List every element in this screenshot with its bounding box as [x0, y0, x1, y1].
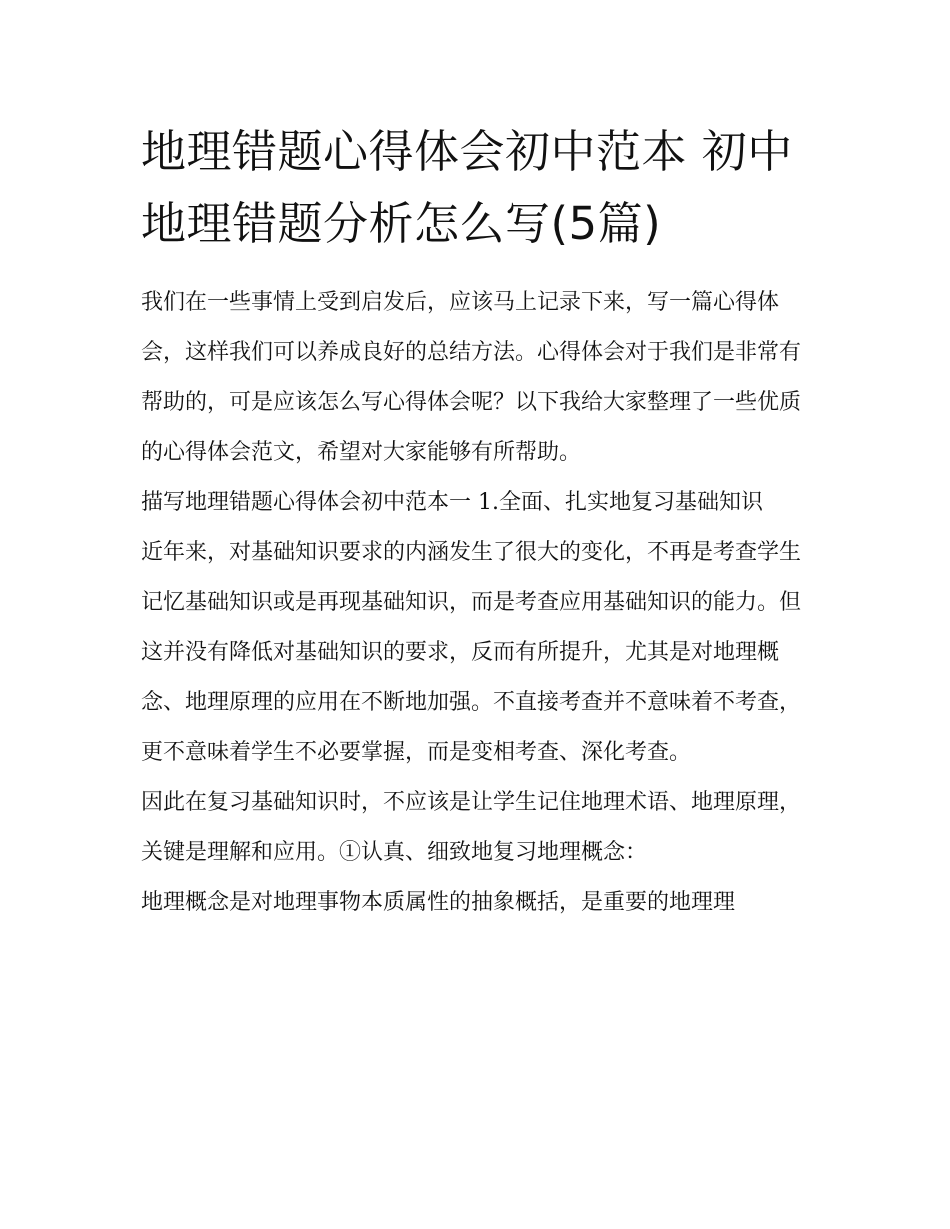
body-paragraph: 近年来，对基础知识要求的内涵发生了很大的变化，不再是考查学生记忆基础知识或是再现基础知识，而是考查应用基础知识的能力。但这并没有降低对基础知识的要求，反而有所提升，尤其是对地理概念、地理原理的应用在不断地加强。不直接考查并不意味着不考查，更不意味着学生不必要掌握，而是变相考查、深化考查。: [141, 540, 802, 765]
document-title: 地理错题心得体会初中范本 初中地理错题分析怎么写(5篇): [141, 125, 793, 250]
document-body: [141, 278, 813, 928]
body-paragraph: 因此在复习基础知识时，不应该是让学生记住地理术语、地理原理，关键是理解和应用。①认真、细致地复习地理概念：: [141, 790, 802, 865]
section-heading: 描写地理错题心得体会初中范本一 1.全面、扎实地复习基础知识: [141, 490, 763, 515]
body-paragraph: 地理概念是对地理事物本质属性的抽象概括，是重要的地理理: [141, 890, 736, 915]
intro-paragraph: 我们在一些事情上受到启发后，应该马上记录下来，写一篇心得体会，这样我们可以养成良好的总结方法。心得体会对于我们是非常有帮助的，可是应该怎么写心得体会呢？以下我给大家整理了一些优质的心得体会范文，希望对大家能够有所帮助。: [141, 290, 802, 465]
